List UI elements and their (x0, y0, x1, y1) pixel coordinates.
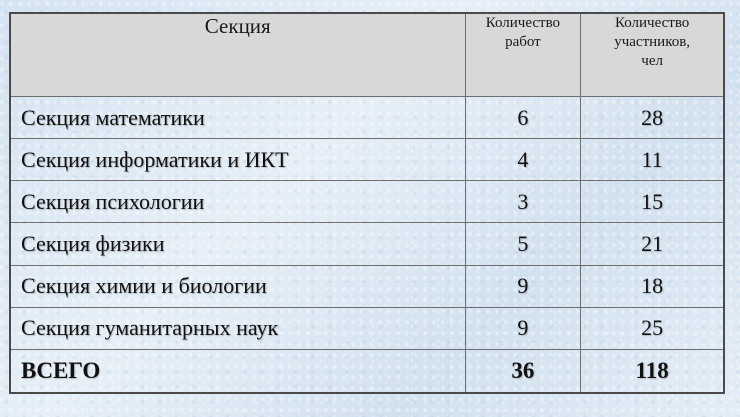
row-works-count: 5 (465, 223, 581, 265)
row-participants-count: 11 (581, 139, 724, 181)
total-works-count: 36 (465, 350, 581, 394)
total-row (10, 350, 724, 394)
header-participants-line1: Количество (614, 15, 690, 31)
header-section: Секция (10, 13, 465, 97)
row-participants-count: 18 (581, 265, 724, 307)
header-works-line2: работ (505, 34, 541, 50)
table-body (10, 97, 724, 350)
row-participants-count: 25 (581, 307, 724, 349)
row-works-count: 9 (465, 265, 581, 307)
row-section-name: Секция гуманитарных наук (10, 307, 465, 349)
row-section-name: Секция химии и биологии (10, 265, 465, 307)
total-label: ВСЕГО (10, 350, 465, 394)
header-works-line1: Количество (485, 15, 561, 31)
row-works-count: 3 (465, 181, 581, 223)
row-section-name: Секция информатики и ИКТ (10, 139, 465, 181)
table-footer (10, 350, 724, 394)
row-works-count: 6 (465, 97, 581, 139)
row-participants-count: 28 (581, 97, 724, 139)
header-participants-line3: чел (641, 53, 663, 69)
sections-table (9, 12, 725, 394)
table-row (10, 265, 724, 307)
row-section-name: Секция физики (10, 223, 465, 265)
row-works-count: 4 (465, 139, 581, 181)
row-participants-count: 21 (581, 223, 724, 265)
table-row (10, 97, 724, 139)
header-row (10, 13, 724, 97)
row-works-count: 9 (465, 307, 581, 349)
row-section-name: Секция математики (10, 97, 465, 139)
total-participants-count: 118 (581, 350, 724, 394)
table-row (10, 139, 724, 181)
table-header (10, 13, 724, 97)
row-participants-count: 15 (581, 181, 724, 223)
table-row (10, 307, 724, 349)
header-participants-count (581, 13, 724, 97)
row-section-name: Секция психологии (10, 181, 465, 223)
header-works-count (465, 13, 581, 97)
table-row (10, 223, 724, 265)
table-row (10, 181, 724, 223)
header-participants-line2: участников, (614, 34, 691, 50)
